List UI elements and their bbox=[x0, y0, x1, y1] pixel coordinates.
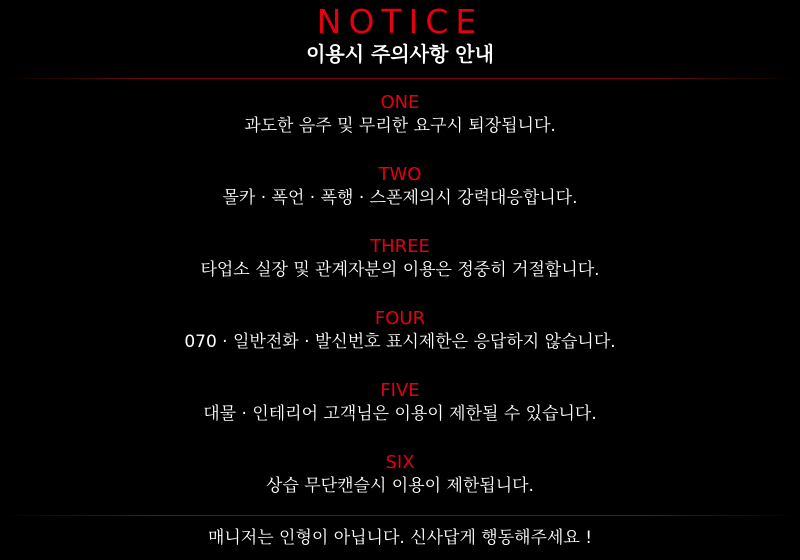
rule-item-two bbox=[0, 164, 800, 236]
rule-number: FIVE bbox=[380, 380, 420, 401]
rule-number: TWO bbox=[378, 164, 422, 185]
rule-item-three bbox=[0, 236, 800, 308]
rule-item-six bbox=[0, 452, 800, 524]
bottom-divider bbox=[0, 515, 800, 516]
rule-text: 070 · 일반전화 · 발신번호 표시제한은 응답하지 않습니다. bbox=[184, 332, 616, 352]
rule-number: THREE bbox=[370, 236, 430, 257]
notice-subtitle: 이용시 주의사항 안내 bbox=[306, 42, 494, 66]
rule-item-five bbox=[0, 380, 800, 452]
rule-text: 과도한 음주 및 무리한 요구시 퇴장됩니다. bbox=[244, 116, 556, 136]
rule-number: FOUR bbox=[374, 308, 426, 329]
rule-item-one bbox=[0, 92, 800, 164]
rule-number: SIX bbox=[385, 452, 415, 473]
notice-title: NOTICE bbox=[316, 2, 484, 41]
rule-number: ONE bbox=[380, 92, 420, 113]
rule-text: 몰카 · 폭언 · 폭행 · 스폰제의시 강력대응합니다. bbox=[222, 188, 578, 208]
footer-message: 매니저는 인형이 아닙니다. 신사답게 행동해주세요 ! bbox=[207, 528, 593, 548]
rule-item-four bbox=[0, 308, 800, 380]
top-divider bbox=[0, 78, 800, 79]
rule-text: 타업소 실장 및 관계자분의 이용은 정중히 거절합니다. bbox=[200, 260, 600, 280]
rule-text: 상습 무단캔슬시 이용이 제한됩니다. bbox=[266, 476, 534, 496]
rules-list bbox=[0, 92, 800, 524]
rule-text: 대물 · 인테리어 고객님은 이용이 제한될 수 있습니다. bbox=[203, 404, 597, 424]
